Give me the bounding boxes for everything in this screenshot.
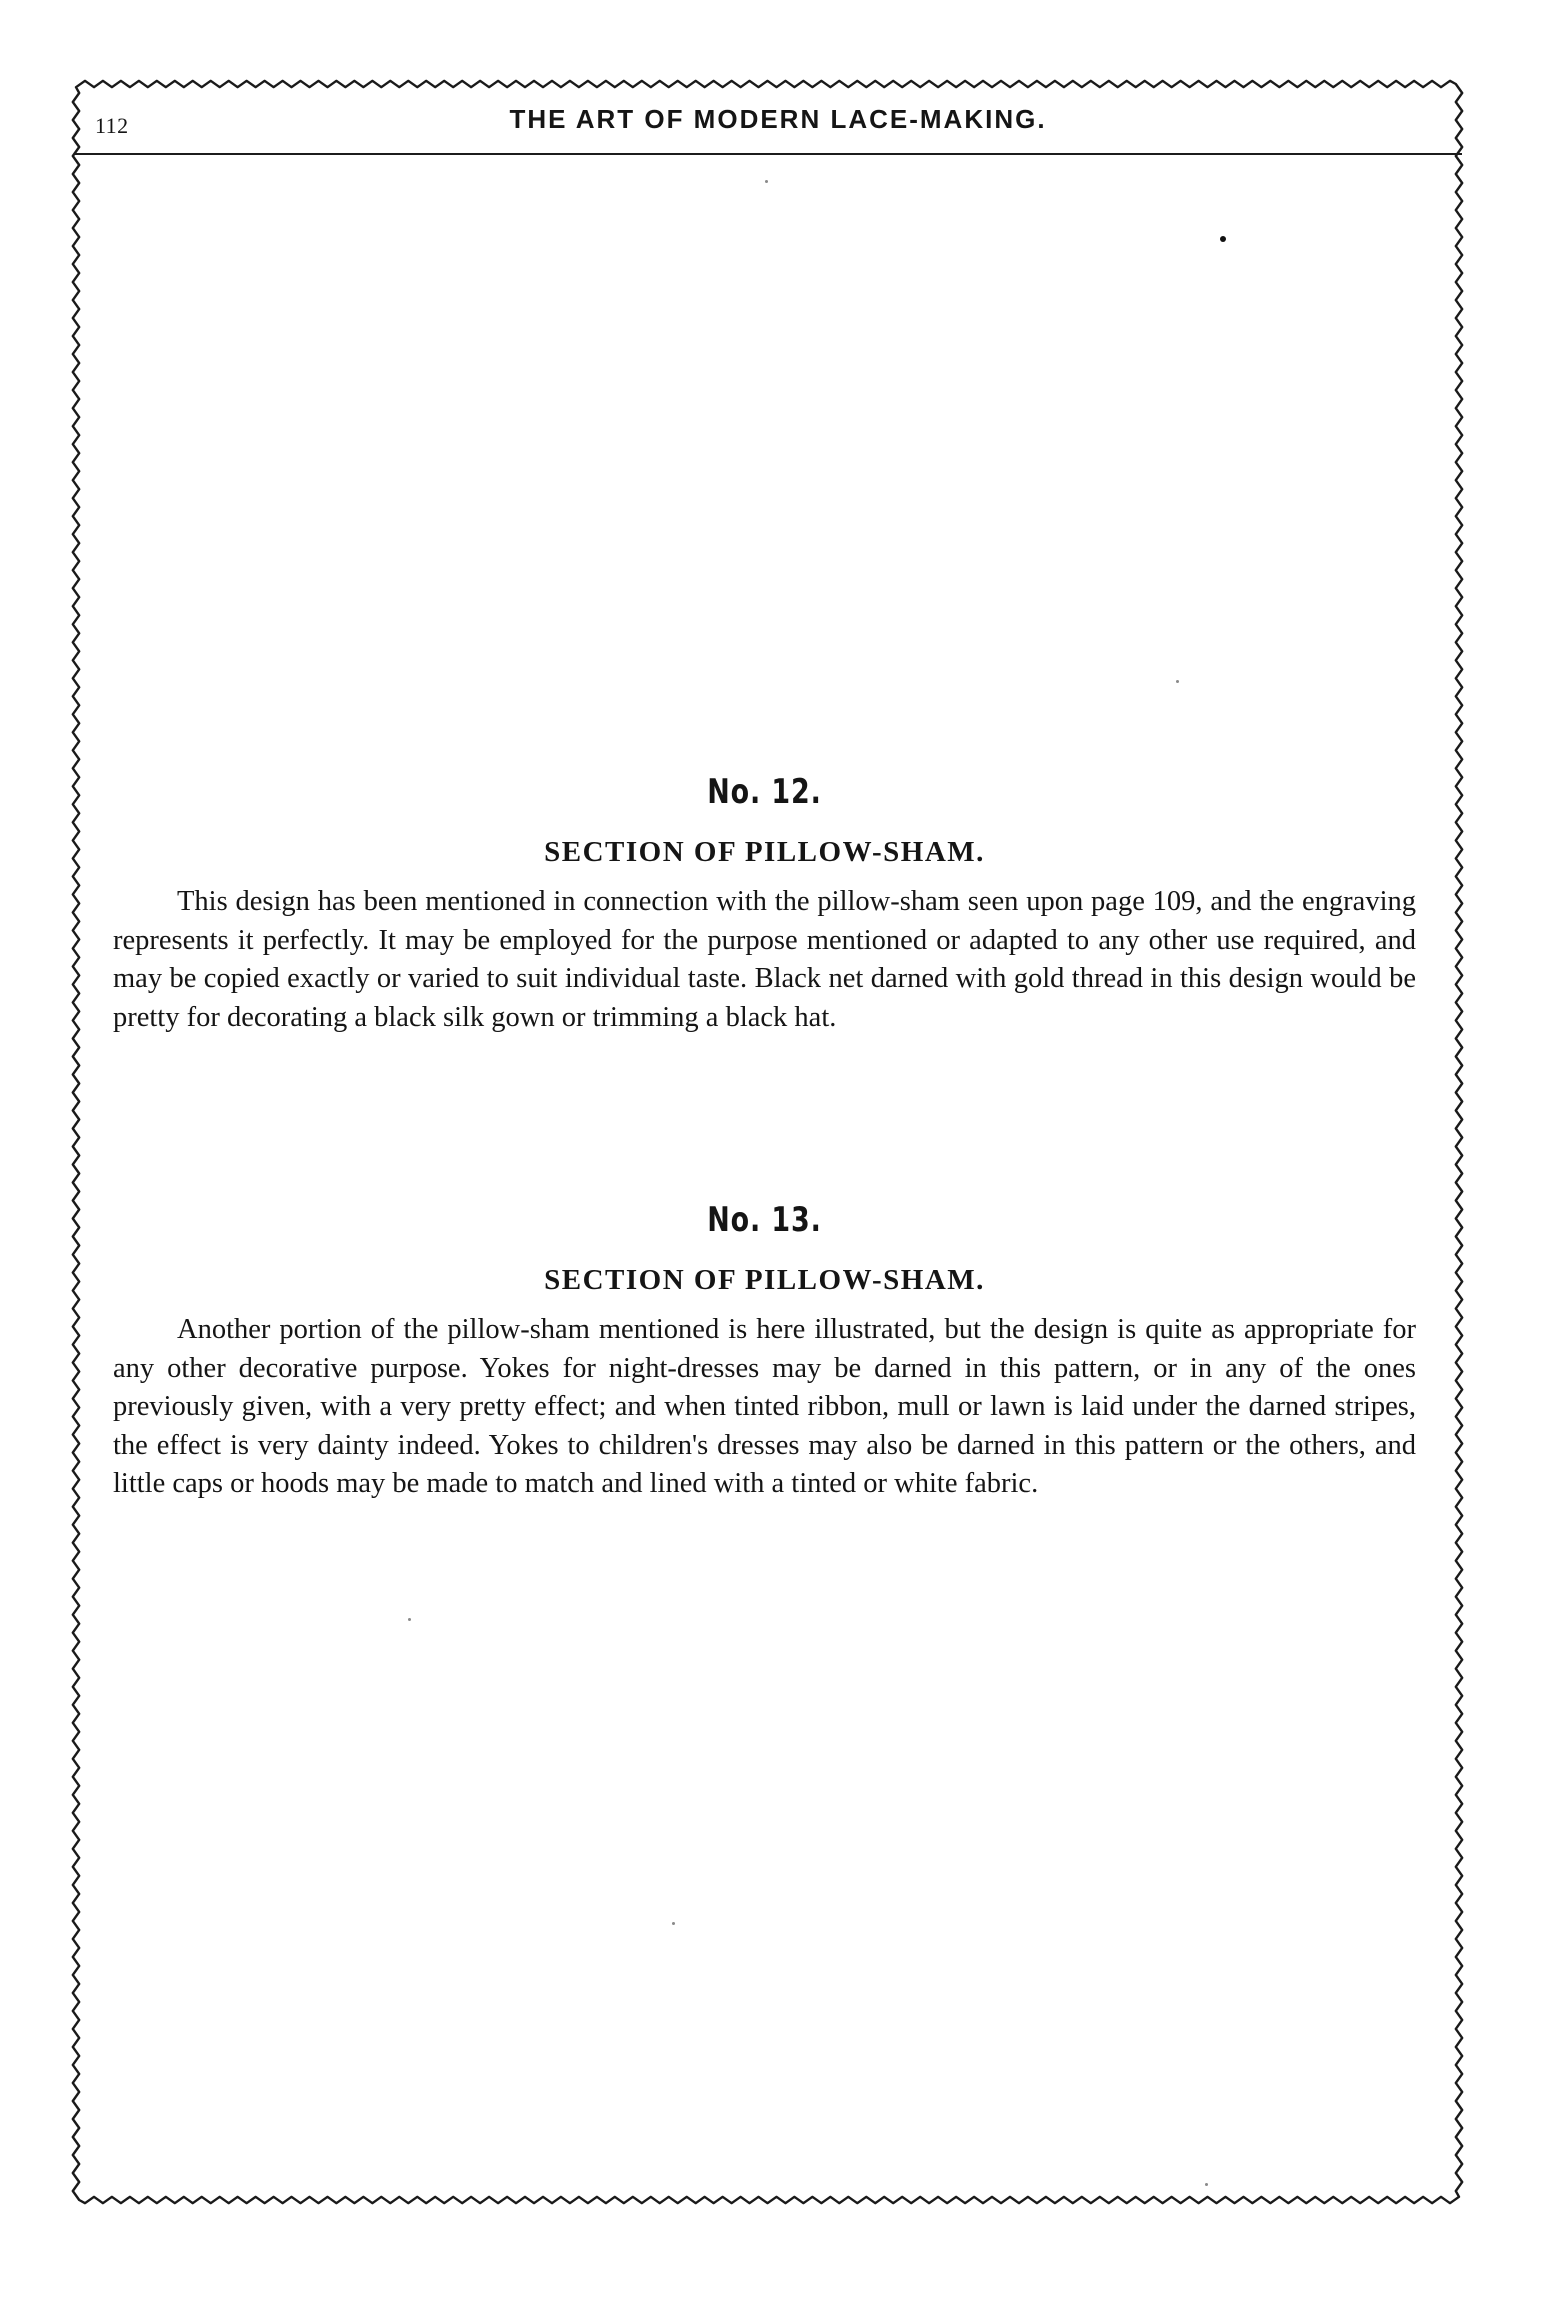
section-number: No. 13.	[707, 1200, 822, 1240]
section-no-12	[113, 772, 1416, 1037]
ink-speck	[672, 1922, 675, 1925]
page-number: 112	[95, 113, 129, 138]
section-number: No. 12.	[707, 772, 822, 812]
section-no-13	[113, 1200, 1416, 1504]
section-body-text: This design has been mentioned in connection with the pillow-sham seen upon page 109, and the engraving represents it perfectly. It may be employed for the purpose mentioned or adapted to any other use required, and may be copied exactly or varied to suit individual taste. Black net darned with gold thread in this design would be pretty for decorating a black silk gown or trimming a black hat.	[113, 886, 1416, 1033]
section-body-text: Another portion of the pillow-sham mentioned is here illustrated, but the design is quite as appropriate for any other decorative purpose. Yokes for night-dresses may be darned in this pattern, or in any of the ones previously given, with a very pretty effect; and when tinted ribbon, mull or lawn is laid under the darned stripes, the effect is very dainty indeed. Yokes to children's dresses may also be darned in this pattern or the others, and little caps or hoods may be made to match and lined with a tinted or white fabric.	[113, 1314, 1416, 1499]
ink-speck	[765, 180, 768, 183]
running-title: THE ART OF MODERN LACE-MAKING.	[509, 104, 1047, 134]
ink-speck	[1220, 236, 1226, 242]
ink-speck	[408, 1618, 411, 1621]
section-title: SECTION OF PILLOW-SHAM.	[544, 1264, 985, 1296]
ink-speck	[1176, 680, 1179, 683]
section-title: SECTION OF PILLOW-SHAM.	[544, 836, 985, 868]
header-rule	[74, 153, 1462, 155]
decorative-page-border	[70, 78, 1465, 2206]
ink-speck	[1205, 2183, 1208, 2186]
